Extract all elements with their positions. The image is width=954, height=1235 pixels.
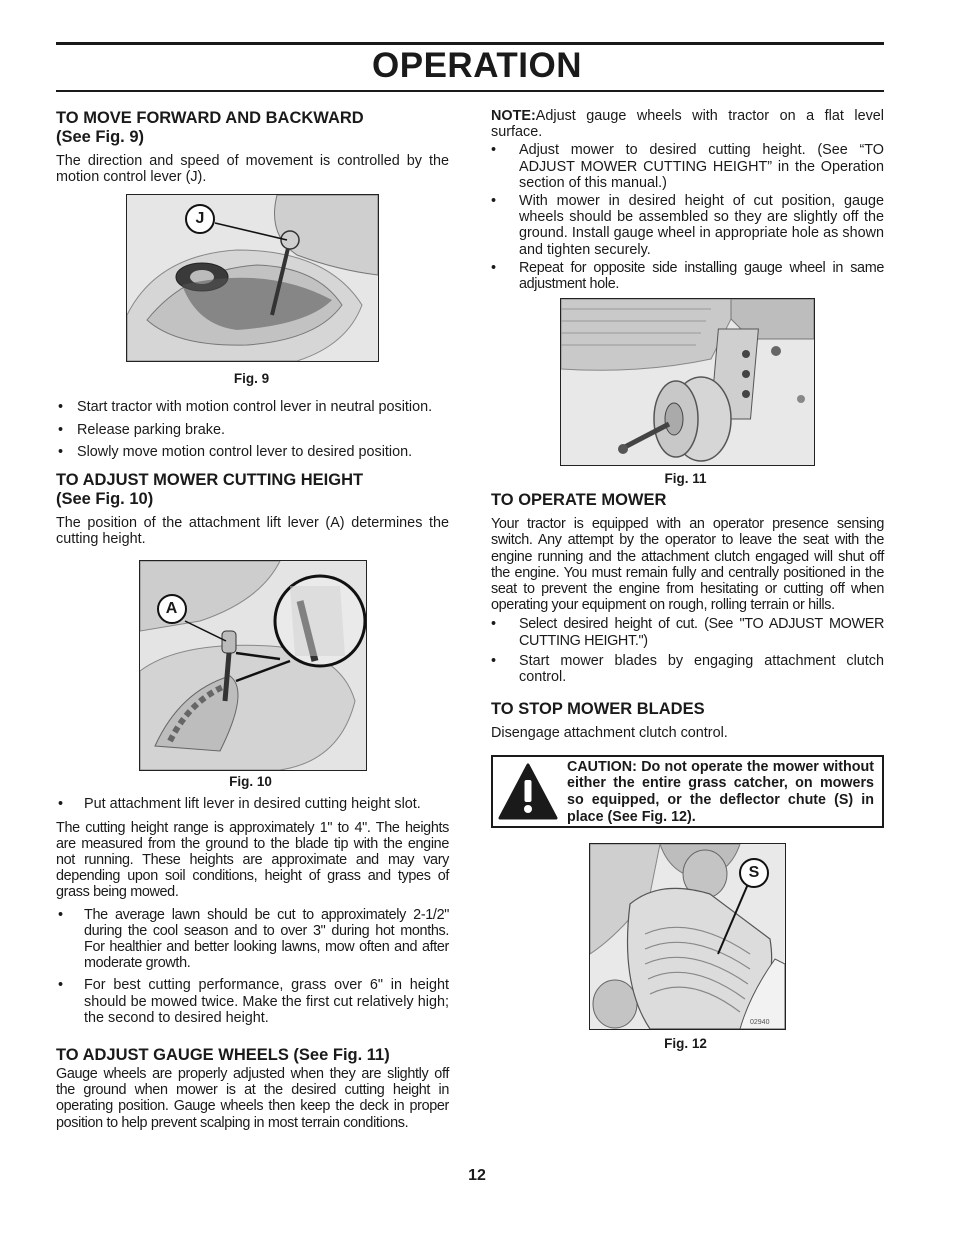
figure-caption: Fig. 11	[664, 471, 707, 487]
page-title: OPERATION	[372, 46, 582, 85]
list-item: • Release parking brake.	[56, 422, 449, 438]
bullet-list	[56, 399, 449, 460]
list-item: • Adjust mower to desired cutting height. (See “TO ADJUST MOWER CUTTING HEIGHT” in the Operation section of this manual.)	[491, 142, 884, 191]
right-column	[491, 106, 884, 1052]
figure-10	[139, 560, 367, 771]
list-item: • Slowly move motion control lever to desired position.	[56, 444, 449, 460]
list-item: • Start tractor with motion control lever in neutral position.	[56, 399, 449, 415]
figure-caption: Fig. 12	[664, 1036, 707, 1052]
lift-lever-illustration	[140, 561, 366, 770]
heading-line: (See Fig. 10)	[56, 490, 154, 509]
paragraph: The direction and speed of movement is controlled by the motion control lever (J).	[56, 153, 449, 186]
paragraph: Gauge wheels are properly adjusted when they are slightly off the ground when mower is at the desired cutting height in operating position. Gauge wheels then keep the deck in proper position to help prevent scalping in most terrain conditions.	[56, 1066, 449, 1131]
page-number: 12	[468, 1167, 486, 1184]
bullet-list	[491, 142, 884, 292]
list-item: • With mower in desired height of cut position, gauge wheels should be assembled so they are slightly off the ground. Install gauge wheel in appropriate hole as shown and tighten securely.	[491, 193, 884, 258]
heading-line: (See Fig. 9)	[56, 128, 145, 146]
warning-icon	[497, 762, 559, 822]
paragraph: The position of the attachment lift lever (A) determines the cutting height.	[56, 515, 449, 548]
list-item: • Repeat for opposite side installing gauge wheel in same adjustment hole.	[491, 260, 884, 292]
heading-line: TO MOVE FORWARD AND BACKWARD	[56, 109, 364, 127]
figure-11	[560, 298, 815, 466]
figure-code: 02940	[750, 1019, 770, 1027]
figure-caption: Fig. 9	[233, 371, 270, 387]
figure-12	[589, 843, 786, 1030]
paragraph: Your tractor is equipped with an operator presence sensing switch. Any attempt by the operator to leave the seat with the engine running and the attachment clutch engaged will shut off the engine. You must remain fully and centrally positioned in the seat to prevent the engine from hesitating or cutting off when operating your equipment on rough, rolling terrain or hills.	[491, 516, 884, 614]
paragraph: The cutting height range is approximately 1" to 4". The heights are measured from the ground to the blade tip with the engine not running. These heights are approximate and may vary depending upon soil conditions, height of grass and types of grass being mowed.	[56, 819, 449, 901]
gauge-wheel-illustration	[561, 299, 814, 465]
section-heading-operate-mower: TO OPERATE MOWER	[491, 491, 667, 510]
heading-line: TO ADJUST MOWER CUTTING HEIGHT	[56, 471, 364, 490]
section-heading-move	[56, 109, 449, 147]
list-item: • For best cutting performance, grass over 6" in height should be mowed twice. Make the first cut relatively high; the second to desired height.	[56, 977, 449, 1026]
note-text: Adjust gauge wheels with tractor on a flat level surface.	[491, 108, 884, 141]
list-item: • Select desired height of cut. (See "TO ADJUST MOWER CUTTING HEIGHT.")	[491, 616, 884, 648]
callout-j: J	[185, 204, 215, 234]
bullet-list	[56, 796, 449, 812]
section-heading-gauge-wheels: TO ADJUST GAUGE WHEELS (See Fig. 11)	[56, 1046, 390, 1065]
motion-control-illustration	[127, 195, 378, 361]
section-heading-stop-blades: TO STOP MOWER BLADES	[491, 700, 705, 719]
bullet-list	[491, 616, 884, 685]
caution-text: CAUTION: Do not operate the mower without either the entire grass catcher, on mowers so equipped, or the deflector chute (S) in place (See Fig. 12).	[567, 758, 874, 825]
callout-a: A	[157, 594, 187, 624]
section-heading-cutting-height	[56, 471, 449, 509]
callout-s: S	[739, 858, 769, 888]
figure-caption: Fig. 10	[229, 774, 272, 790]
list-item: • Put attachment lift lever in desired cutting height slot.	[56, 796, 449, 812]
left-column	[56, 106, 449, 1131]
figure-9	[126, 194, 379, 362]
caution-box	[491, 755, 884, 828]
list-item: • Start mower blades by engaging attachment clutch control.	[491, 653, 884, 685]
top-rule	[56, 42, 884, 45]
note-paragraph	[491, 108, 884, 140]
list-item: • The average lawn should be cut to approximately 2-1/2" during the cool season and to over 3" during hot months. For healthier and better looking lawns, mow often and after moderate growth.	[56, 907, 449, 972]
bullet-list	[56, 907, 449, 1026]
title-underline	[56, 90, 884, 92]
paragraph: Disengage attachment clutch control.	[491, 725, 728, 742]
note-label: NOTE:	[491, 108, 536, 124]
